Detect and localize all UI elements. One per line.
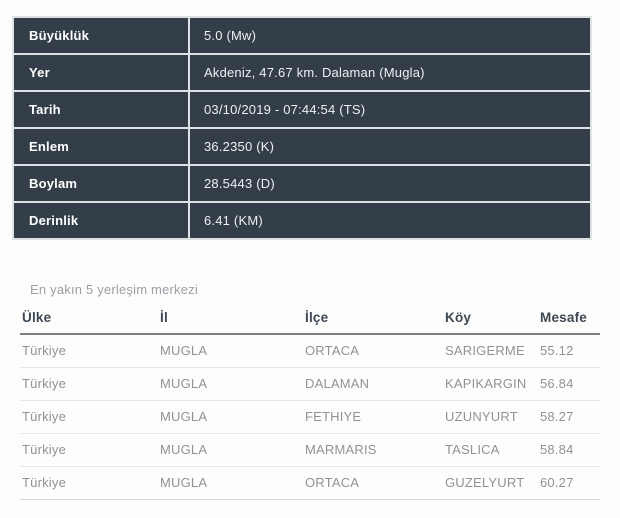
cell-province: MUGLA	[158, 367, 303, 400]
detail-value-date: 03/10/2019 - 07:44:54 (TS)	[189, 91, 591, 128]
column-header-distance: Mesafe	[538, 308, 600, 334]
cell-village: SARIGERME	[443, 334, 538, 367]
detail-label-depth: Derinlik	[13, 202, 189, 239]
cell-distance: 60.27	[538, 466, 600, 499]
detail-label-date: Tarih	[13, 91, 189, 128]
table-row	[20, 466, 600, 499]
detail-value-magnitude: 5.0 (Mw)	[189, 17, 591, 54]
detail-label-latitude: Enlem	[13, 128, 189, 165]
cell-district: FETHIYE	[303, 400, 443, 433]
nearest-settlements-table	[20, 308, 600, 500]
nearest-header-row	[20, 308, 600, 334]
detail-value-depth: 6.41 (KM)	[189, 202, 591, 239]
cell-village: GUZELYURT	[443, 466, 538, 499]
cell-distance: 56.84	[538, 367, 600, 400]
detail-label-longitude: Boylam	[13, 165, 189, 202]
detail-value-longitude: 28.5443 (D)	[189, 165, 591, 202]
detail-row-depth	[13, 202, 591, 239]
cell-distance: 58.27	[538, 400, 600, 433]
cell-country: Türkiye	[20, 400, 158, 433]
detail-row-date	[13, 91, 591, 128]
table-row	[20, 400, 600, 433]
cell-distance: 58.84	[538, 433, 600, 466]
column-header-district: İlçe	[303, 308, 443, 334]
detail-row-location	[13, 54, 591, 91]
table-row	[20, 367, 600, 400]
cell-district: MARMARIS	[303, 433, 443, 466]
column-header-country: Ülke	[20, 308, 158, 334]
detail-label-location: Yer	[13, 54, 189, 91]
cell-country: Türkiye	[20, 433, 158, 466]
table-row	[20, 433, 600, 466]
cell-province: MUGLA	[158, 400, 303, 433]
cell-country: Türkiye	[20, 334, 158, 367]
cell-district: ORTACA	[303, 334, 443, 367]
cell-country: Türkiye	[20, 367, 158, 400]
column-header-village: Köy	[443, 308, 538, 334]
nearest-settlements-title: En yakın 5 yerleşim merkezi	[30, 282, 198, 297]
table-row	[20, 334, 600, 367]
earthquake-detail-table	[12, 16, 592, 240]
cell-district: ORTACA	[303, 466, 443, 499]
cell-province: MUGLA	[158, 433, 303, 466]
detail-value-latitude: 36.2350 (K)	[189, 128, 591, 165]
detail-row-longitude	[13, 165, 591, 202]
detail-label-magnitude: Büyüklük	[13, 17, 189, 54]
cell-district: DALAMAN	[303, 367, 443, 400]
cell-country: Türkiye	[20, 466, 158, 499]
cell-province: MUGLA	[158, 334, 303, 367]
cell-village: TASLICA	[443, 433, 538, 466]
column-header-province: İl	[158, 308, 303, 334]
detail-row-latitude	[13, 128, 591, 165]
cell-village: KAPIKARGIN	[443, 367, 538, 400]
cell-province: MUGLA	[158, 466, 303, 499]
detail-value-location: Akdeniz, 47.67 km. Dalaman (Mugla)	[189, 54, 591, 91]
detail-row-magnitude	[13, 17, 591, 54]
cell-distance: 55.12	[538, 334, 600, 367]
cell-village: UZUNYURT	[443, 400, 538, 433]
